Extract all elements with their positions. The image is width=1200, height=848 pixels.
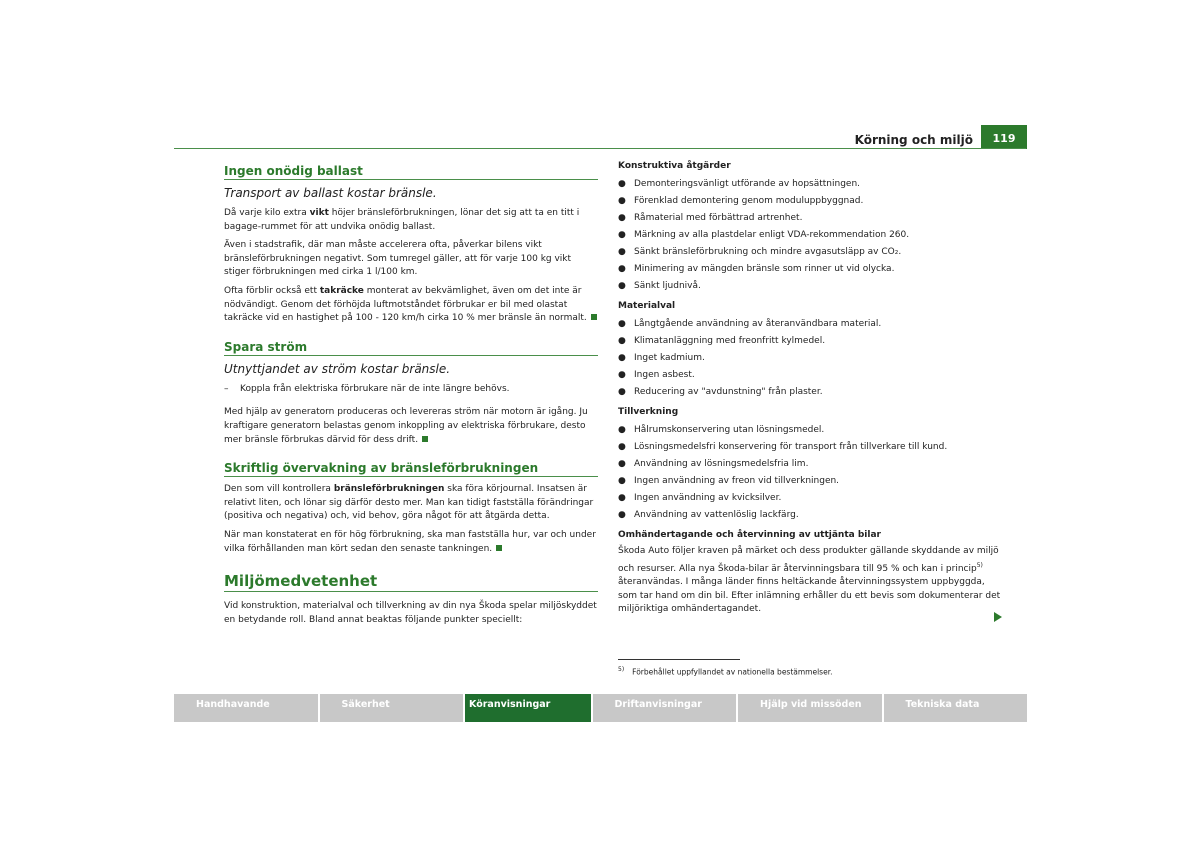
nav-tab-handhavande[interactable]: Handhavande <box>174 694 318 722</box>
list-item: ● Ingen användning av freon vid tillverkningen. <box>618 473 1006 490</box>
chapter-nav <box>174 694 1027 722</box>
bullet-icon: ● <box>618 281 626 291</box>
bullet-icon: ● <box>618 387 626 397</box>
paragraph: Ofta förblir också ett takräcke monterat av bekvämlighet, även om det inte är nödvändigt. Genom det förhöjda luftmotståndet förbrukar er bil med olastat takräcke vid en hastighet på 100 - 120 km/h cirka 10 % mer bränsle än normalt. <box>224 285 598 326</box>
list-item: ● Långtgående användning av återanvändbara material. <box>618 316 1006 333</box>
bullet-icon: ● <box>618 476 626 486</box>
paragraph: Även i stadstrafik, där man måste accelerera ofta, påverkar bilens vikt bränsleförbrukningen negativt. Som tumregel gäller, att för varje 100 kg vikt stiger förbrukningen med cirka 1 l/100 km. <box>224 240 572 278</box>
list-item: ● Ingen användning av kvicksilver. <box>618 490 1006 507</box>
group-heading-konstruktiva: Konstruktiva åtgärder <box>618 161 731 171</box>
nav-tab-koranvisningar[interactable]: Köranvisningar <box>465 694 591 722</box>
page-number: 119 <box>981 125 1027 149</box>
group-heading-materialval: Materialval <box>618 301 676 311</box>
section-heading-strom: Spara ström <box>224 340 598 356</box>
paragraph: Škoda Auto följer kraven på märket och dess produkter gällande skyddande av miljö och resurser. Alla nya Škoda-bilar är återvinningsbara till 95 % och kan i princip$^{5)}$ återanvändas. I många länder finns heltäckande återvinningssystem uppbyggda, som tar hand om din bil. Efter inlämning erhåller du ett bevis som dokumenterar det miljöriktiga omhändertagandet. <box>618 546 1001 615</box>
group-heading-tillverkning: Tillverkning <box>618 407 679 417</box>
bullet-icon: ● <box>618 319 626 329</box>
list-item: ● Sänkt bränsleförbrukning och mindre avgasutsläpp av CO₂. <box>618 244 1006 261</box>
section-heading-miljo: Miljömedvetenhet <box>224 572 598 592</box>
list-item: ● Sänkt ljudnivå. <box>618 278 1006 295</box>
paragraph: När man konstaterat en för hög förbrukning, ska man fastställa hur, var och under vilka förhållanden man kört sedan den senaste tankningen. <box>224 529 596 554</box>
list-item: ● Reducering av "avdunstning" från plaster. <box>618 384 1006 401</box>
group-heading-omhandertagande: Omhändertagande och återvinning av uttjänta bilar <box>618 530 881 540</box>
list-item: ● Användning av vattenlöslig lackfärg. <box>618 507 1006 524</box>
bullet-icon: ● <box>618 442 626 452</box>
dash-item: – Koppla från elektriska förbrukare när de inte längre behövs. <box>224 383 510 394</box>
list-item: ● Klimatanläggning med freonfritt kylmedel. <box>618 333 1006 350</box>
bullet-icon: ● <box>618 425 626 435</box>
list-item: ● Förenklad demontering genom moduluppbyggnad. <box>618 193 1006 210</box>
end-marker-icon <box>591 314 597 320</box>
paragraph: Vid konstruktion, materialval och tillverkning av din nya Škoda spelar miljöskyddet en betydande roll. Bland annat beaktas följande punkter speciellt: <box>224 601 597 625</box>
list-item: ● Inget kadmium. <box>618 350 1006 367</box>
end-marker-icon <box>496 545 502 551</box>
list-item: ● Demonteringsvänligt utförande av hopsättningen. <box>618 176 1006 193</box>
page-header-title: Körning och miljö <box>854 133 973 147</box>
bullet-icon: ● <box>618 353 626 363</box>
paragraph: Med hjälp av generatorn produceras och levereras ström när motorn är igång. Ju kraftigare generatorn belastas genom inkoppling av elektriska förbrukare, desto mer bränsle förbrukas därvid för dess drift. <box>224 407 588 445</box>
right-column <box>618 160 1006 622</box>
list-item: ● Minimering av mängden bränsle som rinner ut vid olycka. <box>618 261 1006 278</box>
end-marker-icon <box>422 436 428 442</box>
bullet-icon: ● <box>618 264 626 274</box>
list-item: ● Märkning av alla plastdelar enligt VDA-rekommendation 260. <box>618 227 1006 244</box>
bullet-icon: ● <box>618 370 626 380</box>
nav-tab-tekniska-data[interactable]: Tekniska data <box>884 694 1028 722</box>
section-subtitle-strom: Utnyttjandet av ström kostar bränsle. <box>224 361 451 376</box>
bullet-icon: ● <box>618 213 626 223</box>
list-item: ● Ingen asbest. <box>618 367 1006 384</box>
nav-tab-driftanvisningar[interactable]: Driftanvisningar <box>593 694 737 722</box>
bullet-list-tillverkning <box>618 422 1006 524</box>
paragraph: Den som vill kontrollera bränsleförbrukningen ska föra körjournal. Insatsen är relativt liten, och lönar sig därför desto mer. Man kan tidigt fastställa förändringar (positiva och negativa) och, vid behov, göra något för att åtgärda detta. <box>224 484 594 522</box>
list-item: ● Råmaterial med förbättrad artrenhet. <box>618 210 1006 227</box>
bullet-icon: ● <box>618 493 626 503</box>
bullet-icon: ● <box>618 230 626 240</box>
paragraph: Då varje kilo extra vikt höjer bränsleförbrukningen, lönar det sig att ta en titt i bagage-rummet för att undvika onödig ballast. <box>224 208 580 232</box>
left-column <box>224 160 598 632</box>
bullet-icon: ● <box>618 179 626 189</box>
section-subtitle-ballast: Transport av ballast kostar bränsle. <box>224 186 437 200</box>
header-rule <box>174 148 1026 149</box>
footnote: $^{5)}$ Förbehållet uppfyllandet av nationella bestämmelser. <box>618 666 833 677</box>
section-heading-ballast: Ingen onödig ballast <box>224 164 598 180</box>
bullet-icon: ● <box>618 459 626 469</box>
list-item: ● Hålrumskonservering utan lösningsmedel. <box>618 422 1006 439</box>
bullet-icon: ● <box>618 336 626 346</box>
section-heading-overvakning: Skriftlig övervakning av bränsleförbrukningen <box>224 461 598 477</box>
bullet-icon: ● <box>618 196 626 206</box>
bullet-icon: ● <box>618 510 626 520</box>
bullet-icon: ● <box>618 247 626 257</box>
bullet-list-materialval <box>618 316 1006 401</box>
bullet-list-konstruktiva <box>618 176 1006 295</box>
footnote-rule <box>618 659 740 660</box>
list-item: ● Lösningsmedelsfri konservering för transport från tillverkare till kund. <box>618 439 1006 456</box>
nav-tab-sakerhet[interactable]: Säkerhet <box>320 694 464 722</box>
nav-tab-hjalp-vid-missoden[interactable]: Hjälp vid missöden <box>738 694 882 722</box>
continue-arrow-icon <box>994 612 1002 622</box>
list-item: ● Användning av lösningsmedelsfria lim. <box>618 456 1006 473</box>
